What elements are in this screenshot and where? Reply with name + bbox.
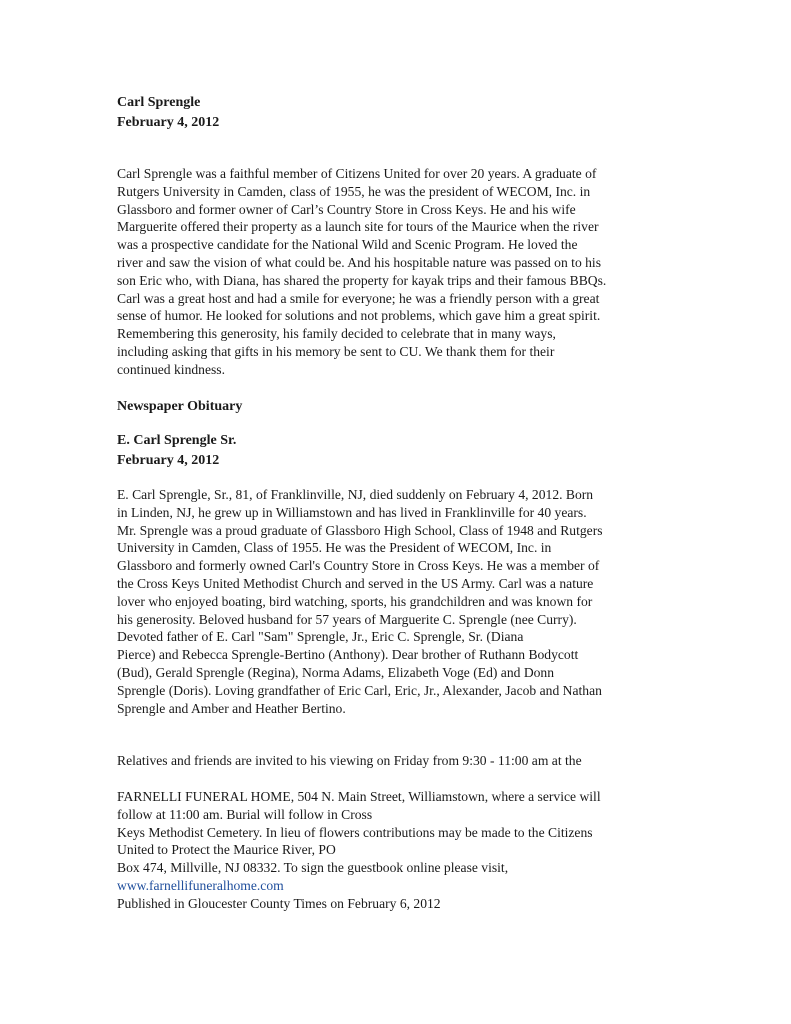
tribute-line: sense of humor. He looked for solutions and not problems, which gave him a great spirit. — [117, 308, 601, 324]
obituary-line: Sprengle (Doris). Loving grandfather of Eric Carl, Eric, Jr., Alexander, Jacob and Nathan — [117, 682, 602, 698]
obituary-line: lover who enjoyed boating, bird watching, sports, his grandchildren and was known for — [117, 593, 593, 609]
viewing-info — [117, 752, 757, 770]
service-line: Box 474, Millville, NJ 08332. To sign the guestbook online please visit, — [117, 860, 509, 876]
tribute-line: Remembering this generosity, his family decided to celebrate that in many ways, — [117, 326, 556, 342]
obituary-line: (Bud), Gerald Sprengle (Regina), Norma Adams, Elizabeth Voge (Ed) and Donn — [117, 664, 555, 680]
obituary-line: the Cross Keys United Methodist Church and served in the US Army. Carl was a nature — [117, 575, 594, 591]
obituary-section-title: Newspaper Obituary — [117, 399, 243, 414]
tribute-line: Rutgers University in Camden, class of 1955, he was the president of WECOM, Inc. in — [117, 183, 591, 199]
service-line: follow at 11:00 am. Burial will follow in Cross — [117, 806, 373, 822]
obituary-section — [117, 397, 757, 417]
service-line: United to Protect the Maurice River, PO — [117, 842, 336, 858]
obituary-header — [117, 431, 757, 471]
obituary-line: Pierce) and Rebecca Sprengle-Bertino (Anthony). Dear brother of Ruthann Bodycott — [117, 647, 579, 663]
tribute-date: February 4, 2012 — [117, 115, 220, 130]
tribute-line: Carl was a great host and had a smile for everyone; he was a friendly person with a great — [117, 290, 600, 306]
obituary-line: Devoted father of E. Carl "Sam" Sprengle, Jr., Eric C. Sprengle, Sr. (Diana — [117, 629, 524, 645]
tribute-header — [117, 93, 757, 133]
funeral-home-link[interactable]: www.farnellifuneralhome.com — [117, 877, 284, 893]
tribute-line: son Eric who, with Diana, has shared the property for kayak trips and their famous BBQs. — [117, 272, 607, 288]
obituary-line: in Linden, NJ, he grew up in Williamstown and has lived in Franklinville for 40 years. — [117, 504, 587, 520]
tribute-line: including asking that gifts in his memory be sent to CU. We thank them for their — [117, 343, 555, 359]
tribute-line: was a prospective candidate for the National Wild and Scenic Program. He loved the — [117, 237, 578, 253]
service-info — [117, 788, 757, 913]
tribute-line: Carl Sprengle was a faithful member of Citizens United for over 20 years. A graduate of — [117, 166, 597, 181]
tribute-name: Carl Sprengle — [117, 95, 201, 110]
published-line: Published in Gloucester County Times on February 6, 2012 — [117, 895, 441, 911]
obituary-paragraph — [117, 486, 757, 717]
obituary-line: University in Camden, Class of 1955. He was the President of WECOM, Inc. in — [117, 540, 552, 556]
viewing-line: Relatives and friends are invited to his viewing on Friday from 9:30 - 11:00 am at the — [117, 753, 582, 768]
tribute-line: Glassboro and former owner of Carl’s Country Store in Cross Keys. He and his wife — [117, 201, 576, 217]
tribute-line: continued kindness. — [117, 361, 225, 377]
obituary-date: February 4, 2012 — [117, 453, 220, 468]
obituary-line: Sprengle and Amber and Heather Bertino. — [117, 700, 346, 716]
obituary-line: Mr. Sprengle was a proud graduate of Glassboro High School, Class of 1948 and Rutgers — [117, 522, 603, 538]
obituary-line: E. Carl Sprengle, Sr., 81, of Franklinville, NJ, died suddenly on February 4, 2012. Born — [117, 487, 594, 502]
obituary-name: E. Carl Sprengle Sr. — [117, 433, 237, 448]
obituary-line: Glassboro and formerly owned Carl's Country Store in Cross Keys. He was a member of — [117, 558, 600, 574]
tribute-line: river and saw the vision of what could be. And his hospitable nature was passed on to his — [117, 254, 601, 270]
tribute-paragraph — [117, 165, 757, 379]
service-line: FARNELLI FUNERAL HOME, 504 N. Main Street, Williamstown, where a service will — [117, 789, 601, 804]
obituary-line: his generosity. Beloved husband for 57 years of Marguerite C. Sprengle (nee Curry). — [117, 611, 577, 627]
service-line: Keys Methodist Cemetery. In lieu of flowers contributions may be made to the Citizens — [117, 824, 593, 840]
tribute-line: Marguerite offered their property as a launch site for tours of the Maurice when the river — [117, 219, 599, 235]
